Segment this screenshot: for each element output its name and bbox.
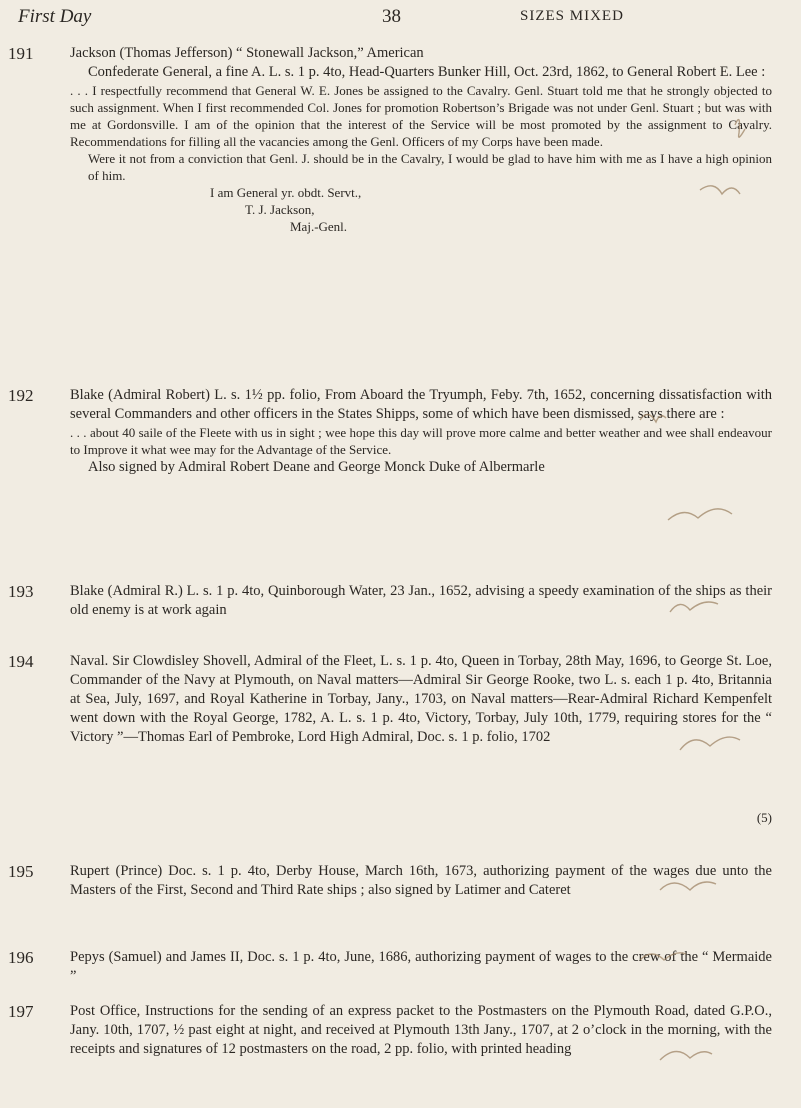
lot-description: Also signed by Admiral Robert Deane and George Monck Duke of Albermarle xyxy=(88,459,545,475)
lot-title: Pepys (Samuel) and James II, Doc. s. 1 p. 4to, June, 1686, authorizing payment of wages to the crew of the “ Mermaide ” xyxy=(70,949,772,984)
lot-title: Rupert (Prince) Doc. s. 1 p. 4to, Derby House, March 16th, 1673, authorizing payment of the wages due unto the Masters of the First, Second and Third Rate ships ; also signed by Latimer and Cateret xyxy=(70,863,772,898)
lot-number: 194 xyxy=(8,652,34,671)
header-day: First Day xyxy=(18,6,92,27)
lot-text xyxy=(70,948,772,986)
lot-number: 197 xyxy=(8,1002,34,1021)
lot-number: 193 xyxy=(8,582,34,601)
lot-number: 192 xyxy=(8,386,34,405)
page-header xyxy=(0,6,801,34)
lot-quantity: (5) xyxy=(756,810,772,825)
lot-number: 196 xyxy=(8,948,34,967)
lot-text xyxy=(70,862,772,900)
signature-line: T. J. Jackson, xyxy=(245,202,315,217)
header-section: SIZES MIXED xyxy=(520,8,624,24)
lot-title: Naval. Sir Clowdisley Shovell, Admiral of the Fleet, L. s. 1 p. 4to, Queen in Torbay, 28th May, 1696, to George St. Loe, Commander of the Navy at Plymouth, on Naval matters—Admiral Sir George Rooke, two L. s. each 1 p. 4to, Britannia at Sea, July, 1697, and Royal Katherine in Torbay, Jany., 1703, on Naval matters—Rear-Admiral Richard Kempenfelt went down with the Royal George, 1782, A. L. s. 1 p. 4to, Victory, Torbay, July 10th, 1779, requiring stores for the “ Victory ”—Thomas Earl of Pembroke, Lord High Admiral, Doc. s. 1 p. folio, 1702 xyxy=(70,653,772,745)
lot-title: Blake (Admiral R.) L. s. 1 p. 4to, Quinborough Water, 23 Jan., 1652, advising a speedy examination of the ships as their old enemy is at work again xyxy=(70,583,772,618)
page-number: 38 xyxy=(382,6,401,27)
lot-title: Post Office, Instructions for the sending of an express packet to the Postmasters on the Plymouth Road, dated G.P.O., Jany. 10th, 1707, ½ past eight at night, and received at Plymouth 13th Jany., 1707, at 2 o’clock in the morning, with the receipts and signatures of 12 postmasters on the road, 2 pp. folio, with printed heading xyxy=(70,1003,772,1057)
lot-quote: . . . about 40 saile of the Fleete with us in sight ; wee hope this day will prove more calme and better weather and wee shall endeavour to Improve it what wee may for the Advantage of the Service. xyxy=(70,425,772,457)
lot-number: 195 xyxy=(8,862,34,881)
lot-title: Jackson (Thomas Jefferson) “ Stonewall Jackson,” American xyxy=(70,45,424,61)
lot-quote: Were it not from a conviction that Genl. J. should be in the Cavalry, I would be glad to have him with me as I have a high opinion of him. xyxy=(88,151,772,183)
lot-text xyxy=(70,582,772,620)
lot-quote: . . . I respectfully recommend that General W. E. Jones be assigned to the Cavalry. Genl. Stuart told me that he strongly objected to such assignment. When I first recommended Col. Jones for promotion Robertson’s Brigade was not under Genl. Stuart ; but was with me at Gordonsville. I am of the opinion that the interest of the Service will be most promoted by the assignment to Cavalry. Recommendations for filling all the vacancies among the Genl. Officers of my Corps have been made. xyxy=(70,83,772,149)
lot-text xyxy=(70,386,772,477)
signature-line: Maj.-Genl. xyxy=(290,219,348,234)
lot-text xyxy=(70,44,772,235)
lot-number: 191 xyxy=(8,44,34,63)
lot-text xyxy=(70,1002,772,1059)
lot-title: Blake (Admiral Robert) L. s. 1½ pp. folio, From Aboard the Tryumph, Feby. 7th, 1652, concerning dissatisfaction with several Commanders and other officers in the States Shipps, some of which have been dismissed, says there are : xyxy=(70,387,772,422)
signature-line: I am General yr. obdt. Servt., xyxy=(210,185,362,200)
lot-text xyxy=(70,652,772,747)
lot-description: Confederate General, a fine A. L. s. 1 p. 4to, Head-Quarters Bunker Hill, Oct. 23rd, 1862, to General Robert E. Lee : xyxy=(88,64,766,80)
